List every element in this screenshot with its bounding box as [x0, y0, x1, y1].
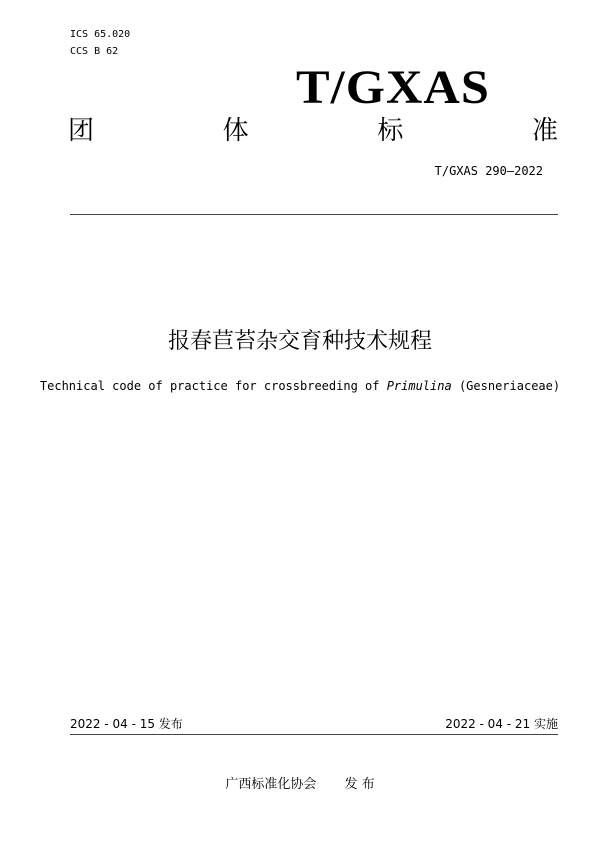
ics-code: ICS 65.020 [70, 29, 131, 40]
title-english-family: (Gesneriaceae) [451, 379, 561, 393]
standard-type-char: 体 [222, 116, 249, 146]
issuer-line [0, 776, 600, 794]
issuer-name: 广西标准化协会 [225, 777, 317, 792]
standard-type-char: 团 [68, 116, 95, 146]
issuer-action: 发 布 [344, 777, 375, 792]
title-english-genus: Primulina [386, 379, 452, 393]
document-title-english [0, 378, 600, 394]
title-english-text: Technical code of practice for crossbreeding of [39, 379, 387, 393]
ccs-code: CCS B 62 [70, 46, 119, 57]
bottom-divider [70, 734, 558, 735]
top-divider [70, 214, 558, 215]
standard-type-char: 准 [531, 116, 558, 146]
implement-date: 2022 - 04 - 21 实施 [445, 717, 558, 731]
standard-logo: T/GXAS [296, 61, 490, 114]
standard-type [68, 113, 558, 149]
standard-number: T/GXAS 290—2022 [434, 164, 543, 178]
document-title-chinese: 报春苣苔杂交育种技术规程 [167, 329, 432, 354]
publish-date: 2022 - 04 - 15 发布 [70, 717, 183, 731]
standard-type-char: 标 [377, 116, 404, 146]
